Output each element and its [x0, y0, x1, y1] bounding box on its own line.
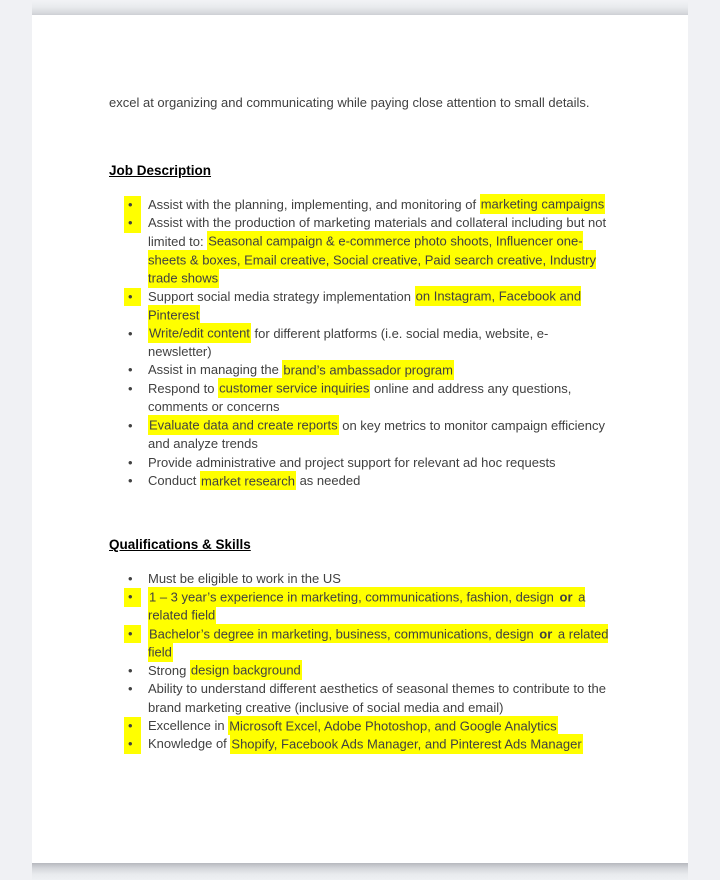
bullet-text: [148, 194, 605, 214]
highlighted-text: on Instagram, Facebook and Pinterest: [148, 286, 581, 324]
bullet-text: [148, 471, 360, 491]
bullet-marker-icon: •: [128, 662, 133, 678]
highlighted-text: Shopify, Facebook Ads Manager, and Pinterest Ads Manager: [230, 734, 582, 754]
highlighted-text: or: [538, 624, 553, 644]
highlighted-text: a related field: [148, 624, 608, 662]
bullet-item: [109, 570, 611, 588]
bullet-text: [148, 734, 583, 754]
highlighted-text: Write/edit content: [148, 323, 251, 343]
sections-container: [109, 162, 611, 753]
text-segment: Respond to: [148, 380, 219, 396]
text-segment: Support social media strategy implementation: [148, 288, 415, 304]
bullet-marker-icon: •: [124, 625, 141, 643]
highlighted-text: 1 – 3 year’s experience in marketing, communications, fashion, design: [148, 587, 559, 607]
text-segment: on key metrics to monitor campaign efficiency and analyze trends: [148, 417, 605, 452]
bullet-item: [109, 625, 611, 662]
bullet-marker-icon: •: [128, 570, 133, 586]
highlighted-text: Evaluate data and create reports: [148, 415, 339, 435]
bullet-item: [109, 454, 611, 472]
bullet-list: [109, 570, 611, 754]
intro-paragraph: excel at organizing and communicating while paying close attention to small details.: [109, 95, 590, 110]
bullet-text: [148, 624, 608, 662]
bullet-item: [109, 214, 611, 288]
bullet-item: [109, 662, 611, 680]
highlighted-text: Microsoft Excel, Adobe Photoshop, and Google Analytics: [228, 716, 557, 736]
bullet-text: [148, 681, 606, 714]
bullet-list: [109, 196, 611, 491]
bullet-marker-icon: •: [124, 196, 141, 214]
bullet-item: [109, 735, 611, 753]
highlighted-text: or: [559, 587, 574, 607]
text-segment: Must be eligible to work in the US: [148, 570, 341, 586]
bullet-text: [148, 360, 454, 380]
bullet-item: [109, 588, 611, 625]
bullet-text: [148, 587, 585, 625]
bullet-text: [148, 455, 556, 470]
bullet-item: [109, 325, 611, 362]
text-segment: online and address any questions, comments or concerns: [148, 380, 572, 415]
bullet-marker-icon: •: [124, 717, 141, 735]
text-segment: Assist with the production of marketing materials and collateral including but not limited to:: [148, 215, 607, 249]
highlighted-text: a related field: [148, 587, 585, 625]
document-section: [109, 162, 611, 490]
text-segment: Assist with the planning, implementing, and monitoring of: [148, 196, 480, 212]
page-gap-bottom: [32, 863, 688, 880]
document-page: [32, 15, 688, 863]
bullet-marker-icon: •: [128, 472, 133, 488]
highlighted-text: marketing campaigns: [480, 194, 606, 214]
bullet-marker-icon: •: [124, 735, 141, 753]
bullet-text: [148, 286, 581, 324]
highlighted-text: customer service inquiries: [218, 378, 370, 398]
bullet-text: [148, 323, 548, 359]
bullet-text: [148, 571, 341, 586]
highlighted-text: brand’s ambassador program: [282, 360, 454, 380]
bullet-text: [148, 378, 571, 414]
bullet-item: [109, 380, 611, 417]
text-segment: Assist in managing the: [148, 362, 283, 378]
bullet-text: [148, 716, 558, 736]
highlighted-text: market research: [200, 471, 296, 491]
bullet-marker-icon: •: [128, 362, 133, 378]
bullet-marker-icon: •: [128, 454, 133, 470]
text-segment: Knowledge of: [148, 736, 231, 752]
bullet-marker-icon: •: [124, 288, 141, 306]
bullet-item: [109, 680, 611, 717]
section-heading: Qualifications & Skills: [109, 537, 251, 553]
highlighted-text: design background: [190, 660, 302, 680]
bullet-item: [109, 361, 611, 379]
bullet-text: [148, 415, 605, 451]
bullet-marker-icon: •: [128, 325, 133, 341]
text-segment: Excellence in: [148, 717, 229, 733]
bullet-item: [109, 196, 611, 214]
bullet-item: [109, 472, 611, 490]
bullet-text: [148, 660, 302, 680]
text-segment: Conduct: [148, 472, 201, 488]
text-segment: Strong: [148, 662, 190, 678]
text-segment: for different platforms (i.e. social media, website, e-newsletter): [148, 325, 549, 360]
bullet-text: [148, 215, 606, 288]
bullet-marker-icon: •: [128, 380, 133, 396]
bullet-marker-icon: •: [124, 214, 141, 232]
text-segment: Ability to understand different aesthetics of seasonal themes to contribute to the brand marketing creative (inclusive of social media and email): [148, 681, 606, 715]
bullet-marker-icon: •: [124, 588, 141, 606]
highlighted-text: Seasonal campaign & e-commerce photo shoots, Influencer one-sheets & boxes, Email creative, Social creative, Paid search creative, Industry trade shows: [148, 231, 596, 288]
bullet-item: [109, 717, 611, 735]
bullet-marker-icon: •: [128, 681, 133, 697]
highlighted-text: Bachelor’s degree in marketing, business, communications, design: [148, 624, 538, 644]
text-segment: Provide administrative and project support for relevant ad hoc requests: [148, 454, 556, 470]
bullet-item: [109, 288, 611, 325]
text-segment: as needed: [295, 472, 361, 488]
bullet-item: [109, 417, 611, 454]
bullet-marker-icon: •: [128, 417, 133, 433]
section-heading: Job Description: [109, 163, 212, 179]
page-gap-top: [32, 0, 688, 15]
document-section: [109, 536, 611, 753]
